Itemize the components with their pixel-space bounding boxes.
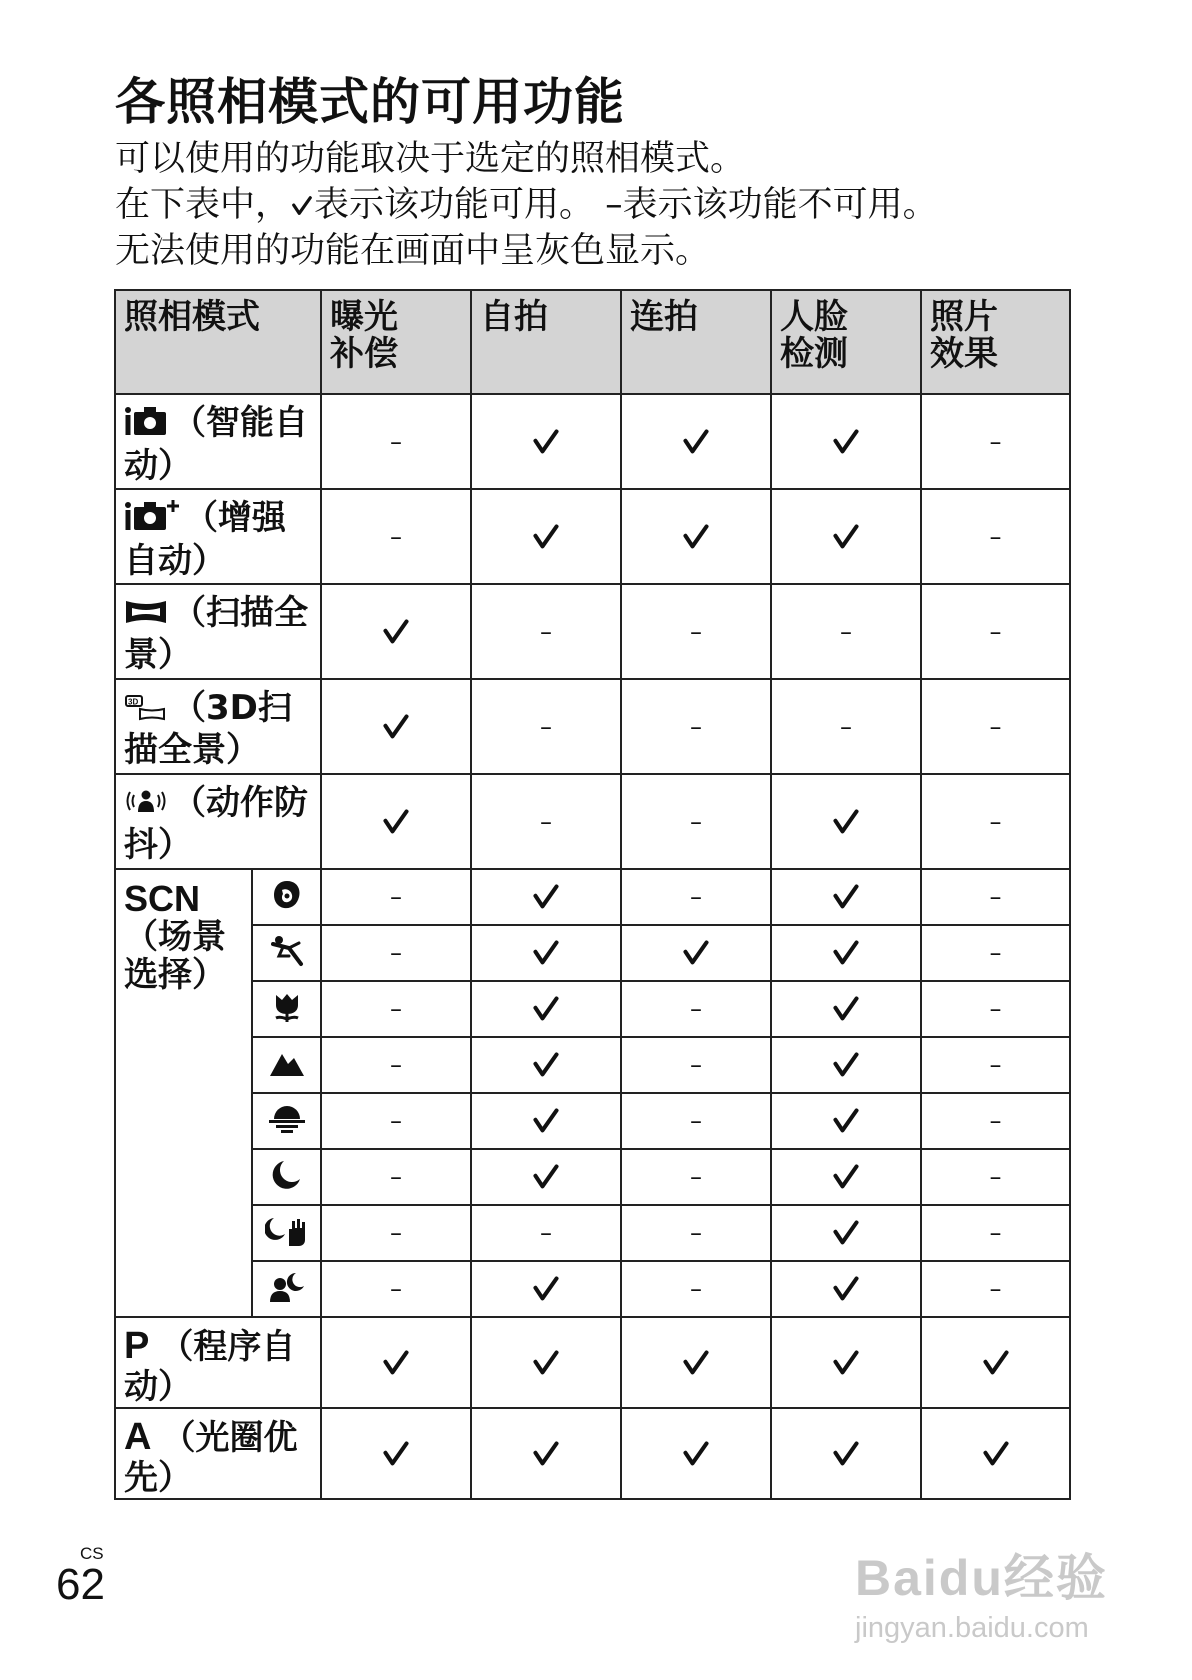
3d-sweep-panorama-icon	[124, 690, 168, 730]
unavailable-dash-cell: –	[621, 1093, 771, 1149]
available-check-cell	[771, 981, 921, 1037]
mode-name-cell	[115, 394, 321, 489]
available-check-cell	[771, 1205, 921, 1261]
checkmark-icon	[472, 995, 620, 1023]
unavailable-dash-cell: –	[321, 981, 471, 1037]
unavailable-dash-cell: –	[321, 925, 471, 981]
available-check-cell	[471, 869, 621, 925]
checkmark-icon	[772, 523, 920, 551]
available-check-cell	[471, 489, 621, 584]
anti-motion-blur-icon	[124, 785, 168, 825]
checkmark-icon	[772, 808, 920, 836]
available-check-cell	[771, 394, 921, 489]
header-exposure-compensation: 曝光 补偿	[321, 290, 471, 394]
available-check-cell	[471, 1149, 621, 1205]
intro-text	[115, 136, 938, 274]
unavailable-dash-cell: –	[921, 1261, 1070, 1317]
unavailable-dash-cell: –	[921, 774, 1070, 869]
mode-row	[115, 584, 1070, 679]
unavailable-dash-cell: –	[471, 679, 621, 774]
sunset-icon	[267, 1104, 307, 1138]
svg-text:3D: 3D	[128, 697, 139, 706]
intro-line-1: 可以使用的功能取决于选定的照相模式。	[115, 139, 746, 179]
available-check-cell	[771, 1037, 921, 1093]
mode-label: （动作防抖）	[124, 783, 308, 865]
unavailable-dash-cell: –	[921, 489, 1070, 584]
mode-row	[115, 774, 1070, 869]
sports-icon	[269, 934, 305, 972]
checkmark-icon	[622, 523, 770, 551]
mode-label: （程序自动）	[124, 1327, 296, 1407]
unavailable-dash-cell: –	[321, 394, 471, 489]
checkmark-icon	[772, 1440, 920, 1468]
checkmark-icon	[472, 523, 620, 551]
portrait-icon	[270, 878, 304, 916]
mode-name-cell	[115, 1317, 321, 1408]
checkmark-icon	[772, 428, 920, 456]
mode-label: （增强自动）	[124, 498, 286, 581]
header-picture-effect: 照片 效果	[921, 290, 1070, 394]
checkmark-icon	[922, 1440, 1069, 1468]
scene-row	[115, 1261, 1070, 1317]
checkmark-icon	[772, 1275, 920, 1303]
checkmark-icon	[472, 883, 620, 911]
header-row	[115, 290, 1070, 394]
intro-line-2-c: 表示该功能不可用。	[622, 185, 938, 225]
checkmark-icon	[772, 995, 920, 1023]
watermark-brand: Baidu经验	[855, 1550, 1108, 1606]
unavailable-dash-cell: –	[471, 774, 621, 869]
available-check-cell	[471, 981, 621, 1037]
unavailable-dash-cell: –	[621, 1205, 771, 1261]
unavailable-dash-cell: –	[621, 1149, 771, 1205]
checkmark-icon	[472, 1275, 620, 1303]
unavailable-dash-cell: –	[321, 1093, 471, 1149]
feature-availability-table	[114, 289, 1071, 1500]
available-check-cell	[471, 925, 621, 981]
scn-label: （场景选择）	[124, 917, 226, 995]
unavailable-dash-cell: –	[621, 1261, 771, 1317]
unavailable-dash-cell: –	[321, 1205, 471, 1261]
checkmark-icon	[322, 1440, 470, 1468]
unavailable-dash-cell: –	[921, 925, 1070, 981]
intelligent-auto-icon	[124, 403, 168, 446]
unavailable-dash-cell: –	[771, 679, 921, 774]
checkmark-icon	[622, 428, 770, 456]
scene-row	[115, 1149, 1070, 1205]
checkmark-icon	[772, 1349, 920, 1377]
intro-line-3: 无法使用的功能在画面中呈灰色显示。	[115, 231, 711, 271]
mode-row	[115, 489, 1070, 584]
scene-row	[115, 869, 1070, 925]
checkmark-icon	[772, 883, 920, 911]
available-check-cell	[621, 489, 771, 584]
checkmark-icon	[622, 1440, 770, 1468]
available-check-cell	[471, 1261, 621, 1317]
scene-row	[115, 1037, 1070, 1093]
available-check-cell	[321, 774, 471, 869]
available-check-cell	[771, 869, 921, 925]
scene-icon-cell	[252, 981, 321, 1037]
available-check-cell	[471, 1317, 621, 1408]
available-check-cell	[621, 1408, 771, 1499]
available-check-cell	[921, 1317, 1070, 1408]
unavailable-dash-cell: –	[621, 869, 771, 925]
available-check-cell	[471, 1408, 621, 1499]
checkmark-icon	[472, 1349, 620, 1377]
checkmark-icon	[472, 1051, 620, 1079]
mode-name-cell	[115, 584, 321, 679]
available-check-cell	[471, 1037, 621, 1093]
unavailable-dash-cell: –	[921, 679, 1070, 774]
program-mode-row	[115, 1317, 1070, 1408]
unavailable-dash-cell: –	[921, 1037, 1070, 1093]
sweep-panorama-icon	[124, 595, 168, 635]
mode-letter: P	[124, 1325, 150, 1367]
unavailable-dash-cell: –	[321, 1149, 471, 1205]
unavailable-dash-cell: –	[621, 1037, 771, 1093]
available-check-cell	[771, 925, 921, 981]
available-check-cell	[321, 584, 471, 679]
mode-name-cell	[115, 679, 321, 774]
unavailable-dash-cell: –	[471, 584, 621, 679]
page-title: 各照相模式的可用功能	[115, 73, 625, 131]
landscape-mountain-icon	[268, 1048, 306, 1082]
unavailable-dash-cell: –	[321, 489, 471, 584]
page-number: 62	[56, 1560, 105, 1609]
available-check-cell	[621, 1317, 771, 1408]
checkmark-icon	[322, 1349, 470, 1377]
available-check-cell	[771, 774, 921, 869]
available-check-cell	[471, 1093, 621, 1149]
inline-check-icon	[290, 185, 314, 225]
unavailable-dash-cell: –	[621, 774, 771, 869]
available-check-cell	[771, 1261, 921, 1317]
mode-label: （光圈优先）	[124, 1418, 298, 1498]
intro-line-2	[115, 182, 938, 228]
mode-label: （3D扫描全景）	[124, 688, 292, 770]
available-check-cell	[471, 394, 621, 489]
available-check-cell	[921, 1408, 1070, 1499]
header-self-timer: 自拍	[471, 290, 621, 394]
checkmark-icon	[772, 1107, 920, 1135]
language-code: CS	[80, 1544, 104, 1563]
inline-dash: –	[605, 185, 623, 225]
unavailable-dash-cell: –	[921, 869, 1070, 925]
superior-auto-icon	[124, 498, 180, 541]
scene-icon-cell	[252, 1205, 321, 1261]
unavailable-dash-cell: –	[921, 1149, 1070, 1205]
handheld-twilight-icon	[265, 1214, 309, 1252]
unavailable-dash-cell: –	[921, 584, 1070, 679]
header-burst-shooting: 连拍	[621, 290, 771, 394]
available-check-cell	[621, 394, 771, 489]
unavailable-dash-cell: –	[621, 679, 771, 774]
mode-name-cell	[115, 774, 321, 869]
scn-tag: SCN	[124, 878, 201, 919]
night-scene-icon	[271, 1159, 303, 1195]
unavailable-dash-cell: –	[621, 584, 771, 679]
unavailable-dash-cell: –	[921, 1093, 1070, 1149]
checkmark-icon	[472, 428, 620, 456]
checkmark-icon	[322, 808, 470, 836]
header-shooting-mode: 照相模式	[115, 290, 321, 394]
checkmark-icon	[622, 1349, 770, 1377]
aperture-mode-row	[115, 1408, 1070, 1499]
scene-icon-cell	[252, 1093, 321, 1149]
unavailable-dash-cell: –	[321, 1261, 471, 1317]
unavailable-dash-cell: –	[921, 981, 1070, 1037]
checkmark-icon	[322, 713, 470, 741]
intro-line-2-a: 在下表中，	[115, 185, 291, 225]
scene-icon-cell	[252, 925, 321, 981]
available-check-cell	[771, 1093, 921, 1149]
mode-letter: A	[124, 1416, 152, 1458]
available-check-cell	[771, 1408, 921, 1499]
checkmark-icon	[772, 1051, 920, 1079]
unavailable-dash-cell: –	[471, 1205, 621, 1261]
watermark	[855, 1538, 1108, 1645]
available-check-cell	[321, 679, 471, 774]
unavailable-dash-cell: –	[921, 394, 1070, 489]
scene-row	[115, 925, 1070, 981]
checkmark-icon	[922, 1349, 1069, 1377]
scene-icon-cell	[252, 1037, 321, 1093]
intro-line-2-b: 表示该功能可用。	[314, 185, 595, 225]
scene-icon-cell	[252, 869, 321, 925]
available-check-cell	[771, 489, 921, 584]
unavailable-dash-cell: –	[771, 584, 921, 679]
available-check-cell	[771, 1149, 921, 1205]
mode-row	[115, 679, 1070, 774]
scene-selection-cell	[115, 869, 252, 1317]
macro-flower-icon	[271, 990, 303, 1028]
unavailable-dash-cell: –	[921, 1205, 1070, 1261]
checkmark-icon	[472, 1163, 620, 1191]
mode-name-cell	[115, 489, 321, 584]
scene-row	[115, 1205, 1070, 1261]
available-check-cell	[321, 1317, 471, 1408]
unavailable-dash-cell: –	[321, 869, 471, 925]
mode-row	[115, 394, 1070, 489]
scene-row	[115, 981, 1070, 1037]
unavailable-dash-cell: –	[321, 1037, 471, 1093]
scene-icon-cell	[252, 1261, 321, 1317]
checkmark-icon	[772, 939, 920, 967]
checkmark-icon	[772, 1219, 920, 1247]
mode-label: （扫描全景）	[124, 593, 308, 675]
available-check-cell	[771, 1317, 921, 1408]
checkmark-icon	[772, 1163, 920, 1191]
header-face-detection: 人脸 检测	[771, 290, 921, 394]
night-portrait-icon	[268, 1270, 306, 1308]
watermark-url: jingyan.baidu.com	[855, 1612, 1089, 1644]
checkmark-icon	[472, 939, 620, 967]
scene-icon-cell	[252, 1149, 321, 1205]
mode-label: （智能自动）	[124, 403, 308, 486]
scene-row	[115, 1093, 1070, 1149]
checkmark-icon	[472, 1107, 620, 1135]
available-check-cell	[621, 925, 771, 981]
available-check-cell	[321, 1408, 471, 1499]
checkmark-icon	[322, 618, 470, 646]
checkmark-icon	[472, 1440, 620, 1468]
unavailable-dash-cell: –	[621, 981, 771, 1037]
mode-name-cell	[115, 1408, 321, 1499]
checkmark-icon	[622, 939, 770, 967]
